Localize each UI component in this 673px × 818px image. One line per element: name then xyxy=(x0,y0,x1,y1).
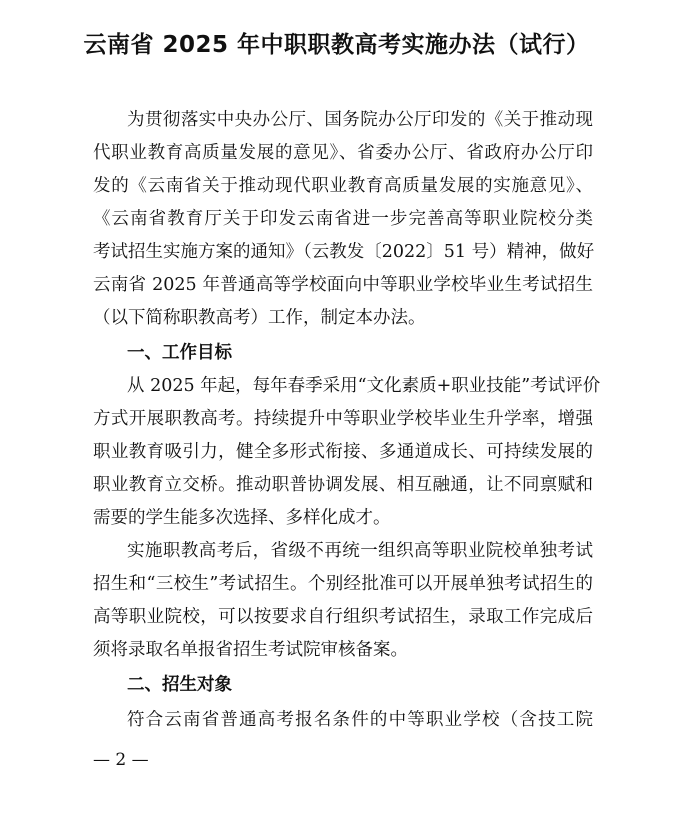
intro-line-3: 发的《云南省关于推动现代职业教育高质量发展的实施意见》、 xyxy=(93,176,593,196)
intro-line-4: 《云南省教育厅关于印发云南省进一步完善高等职业院校分类 xyxy=(93,209,593,229)
intro-line-7: （以下简称职教高考）工作，制定本办法。 xyxy=(93,308,426,328)
section-1-p2-line-3: 高等职业院校，可以按要求自行组织考试招生，录取工作完成后 xyxy=(93,607,593,627)
section-1-p2-line-4: 须将录取名单报省招生考试院审核备案。 xyxy=(93,640,408,660)
section-1-p1-line-3: 职业教育吸引力，健全多形式衔接、多通道成长、可持续发展的 xyxy=(93,442,593,462)
page-number: — 2 — xyxy=(93,750,149,770)
section-1-heading: 一、工作目标 xyxy=(127,343,232,363)
intro-line-6: 云南省 2025 年普通高等学校面向中等职业学校毕业生考试招生 xyxy=(93,275,593,295)
section-1-p1-line-1: 从 2025 年起，每年春季采用“文化素质+职业技能”考试评价 xyxy=(127,376,601,396)
section-1-p1-line-2: 方式开展职教高考。持续提升中等职业学校毕业生升学率，增强 xyxy=(93,409,593,429)
intro-line-2: 代职业教育高质量发展的意见》、省委办公厅、省政府办公厅印 xyxy=(93,143,593,163)
section-1-p1-line-5: 需要的学生能多次选择、多样化成才。 xyxy=(93,508,391,528)
section-1-p1-line-4: 职业教育立交桥。推动职普协调发展、相互融通，让不同禀赋和 xyxy=(93,475,593,495)
section-2-heading: 二、招生对象 xyxy=(127,675,232,695)
intro-line-1: 为贯彻落实中央办公厅、国务院办公厅印发的《关于推动现 xyxy=(127,110,593,130)
section-1-p2-line-1: 实施职教高考后，省级不再统一组织高等职业院校单独考试 xyxy=(127,541,593,561)
intro-line-5: 考试招生实施方案的通知》（云教发〔2022〕51 号）精神，做好 xyxy=(93,242,595,262)
section-1-p2-line-2: 招生和“三校生”考试招生。个别经批准可以开展单独考试招生的 xyxy=(93,574,593,594)
section-2-p1-line-1: 符合云南省普通高考报名条件的中等职业学校（含技工院 xyxy=(127,710,593,730)
document-title: 云南省 2025 年中职职教高考实施办法（试行） xyxy=(83,32,590,58)
